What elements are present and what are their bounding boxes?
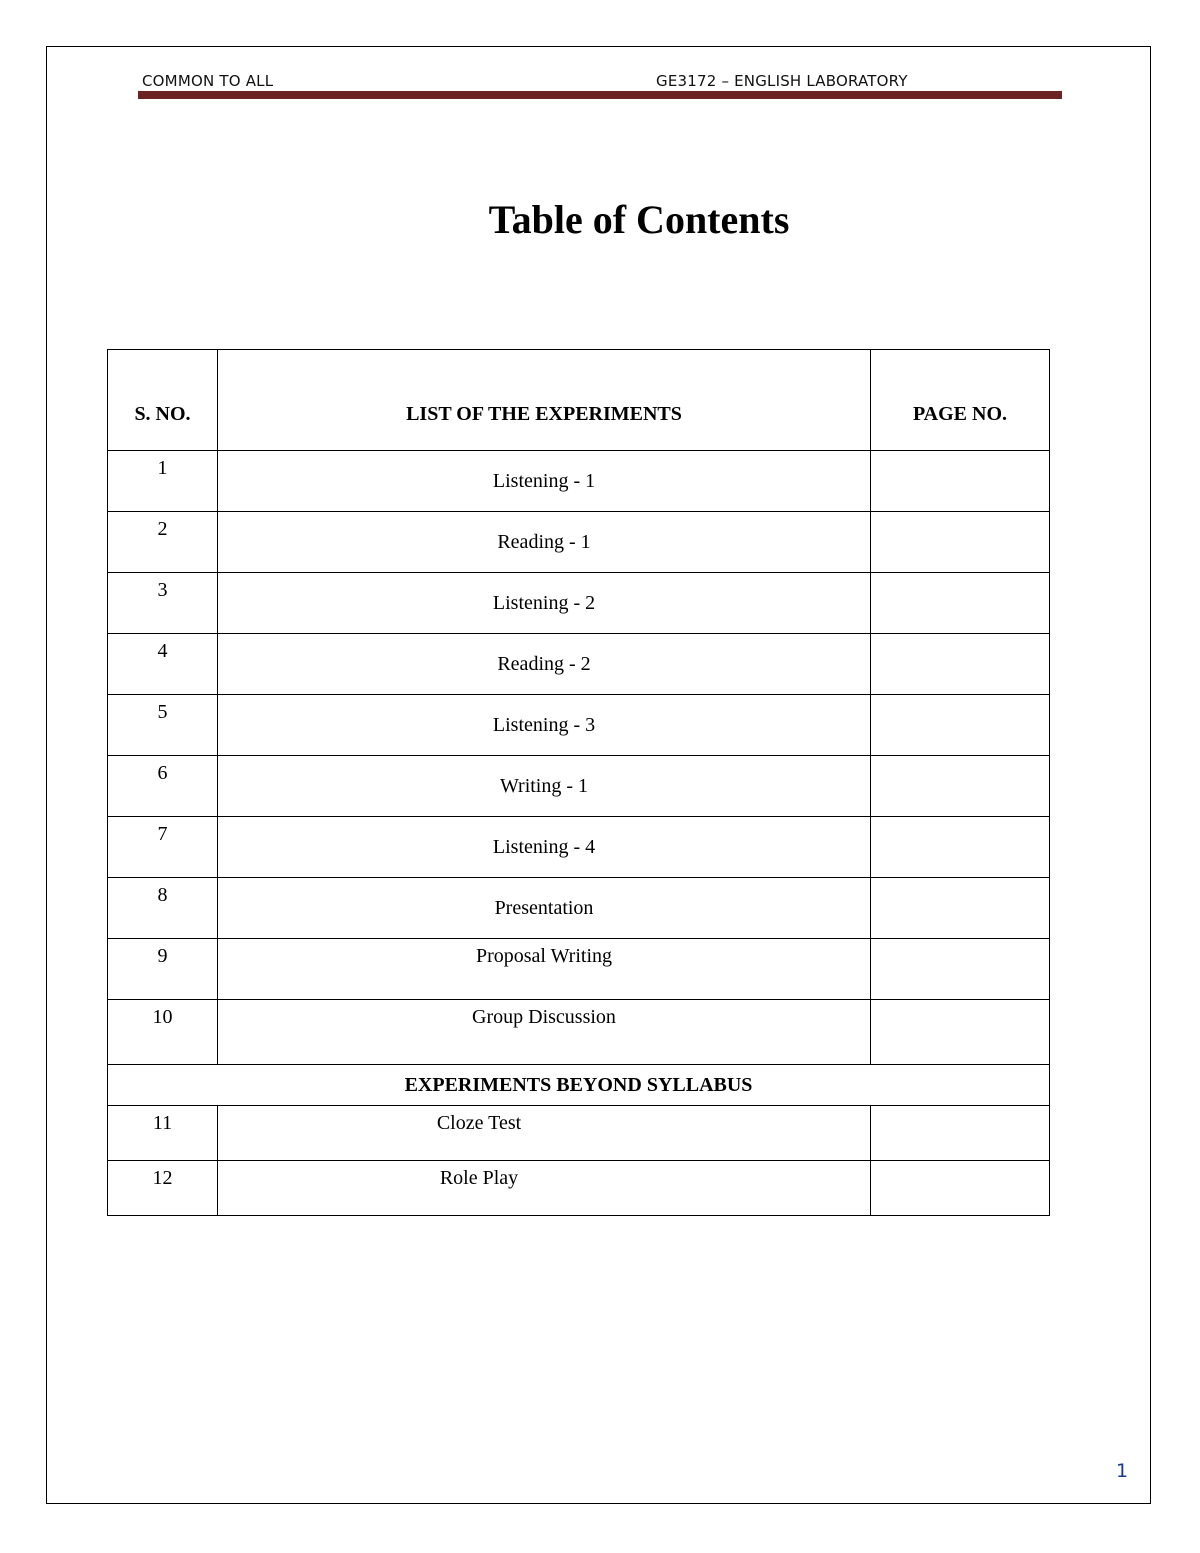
row-page (871, 1000, 1050, 1065)
row-experiment: Reading - 1 (218, 512, 871, 573)
row-sno: 8 (108, 878, 218, 939)
row-experiment: Role Play (218, 1161, 871, 1216)
section-heading-row (108, 1065, 1050, 1106)
column-header-sno: S. NO. (108, 350, 218, 451)
row-experiment: Cloze Test (218, 1106, 871, 1161)
row-page (871, 1106, 1050, 1161)
table-row (108, 634, 1050, 695)
column-header-page: PAGE NO. (871, 350, 1050, 451)
header-rule (138, 91, 1062, 99)
row-experiment: Listening - 3 (218, 695, 871, 756)
row-sno: 10 (108, 1000, 218, 1065)
row-page (871, 573, 1050, 634)
row-page (871, 451, 1050, 512)
section-heading: EXPERIMENTS BEYOND SYLLABUS (108, 1065, 1050, 1106)
row-page (871, 634, 1050, 695)
row-experiment: Writing - 1 (218, 756, 871, 817)
table-row (108, 1106, 1050, 1161)
row-sno: 2 (108, 512, 218, 573)
row-sno: 4 (108, 634, 218, 695)
table-header-row (108, 350, 1050, 451)
table-row (108, 878, 1050, 939)
row-page (871, 817, 1050, 878)
table-row (108, 1000, 1050, 1065)
page-title: Table of Contents (488, 197, 790, 242)
row-experiment: Listening - 4 (218, 817, 871, 878)
page-number: 1 (1116, 1460, 1129, 1482)
table-row (108, 512, 1050, 573)
row-page (871, 512, 1050, 573)
row-experiment: Presentation (218, 878, 871, 939)
header-left-text: COMMON TO ALL (142, 72, 274, 90)
row-sno: 11 (108, 1106, 218, 1161)
row-sno: 12 (108, 1161, 218, 1216)
row-sno: 1 (108, 451, 218, 512)
row-page (871, 1161, 1050, 1216)
row-experiment: Reading - 2 (218, 634, 871, 695)
row-experiment: Listening - 1 (218, 451, 871, 512)
table-row (108, 817, 1050, 878)
contents-table (107, 349, 1050, 1216)
row-sno: 9 (108, 939, 218, 1000)
row-page (871, 878, 1050, 939)
table-row (108, 451, 1050, 512)
table-row (108, 1161, 1050, 1216)
table-row (108, 573, 1050, 634)
table-row (108, 939, 1050, 1000)
row-sno: 5 (108, 695, 218, 756)
header-right-text: GE3172 – ENGLISH LABORATORY (656, 72, 908, 90)
page-header (138, 72, 1062, 100)
row-sno: 6 (108, 756, 218, 817)
row-page (871, 695, 1050, 756)
row-experiment: Listening - 2 (218, 573, 871, 634)
row-sno: 7 (108, 817, 218, 878)
table-row (108, 695, 1050, 756)
column-header-experiments: LIST OF THE EXPERIMENTS (218, 350, 871, 451)
row-page (871, 939, 1050, 1000)
row-experiment: Group Discussion (218, 1000, 871, 1065)
row-sno: 3 (108, 573, 218, 634)
table-row (108, 756, 1050, 817)
row-experiment: Proposal Writing (218, 939, 871, 1000)
row-page (871, 756, 1050, 817)
